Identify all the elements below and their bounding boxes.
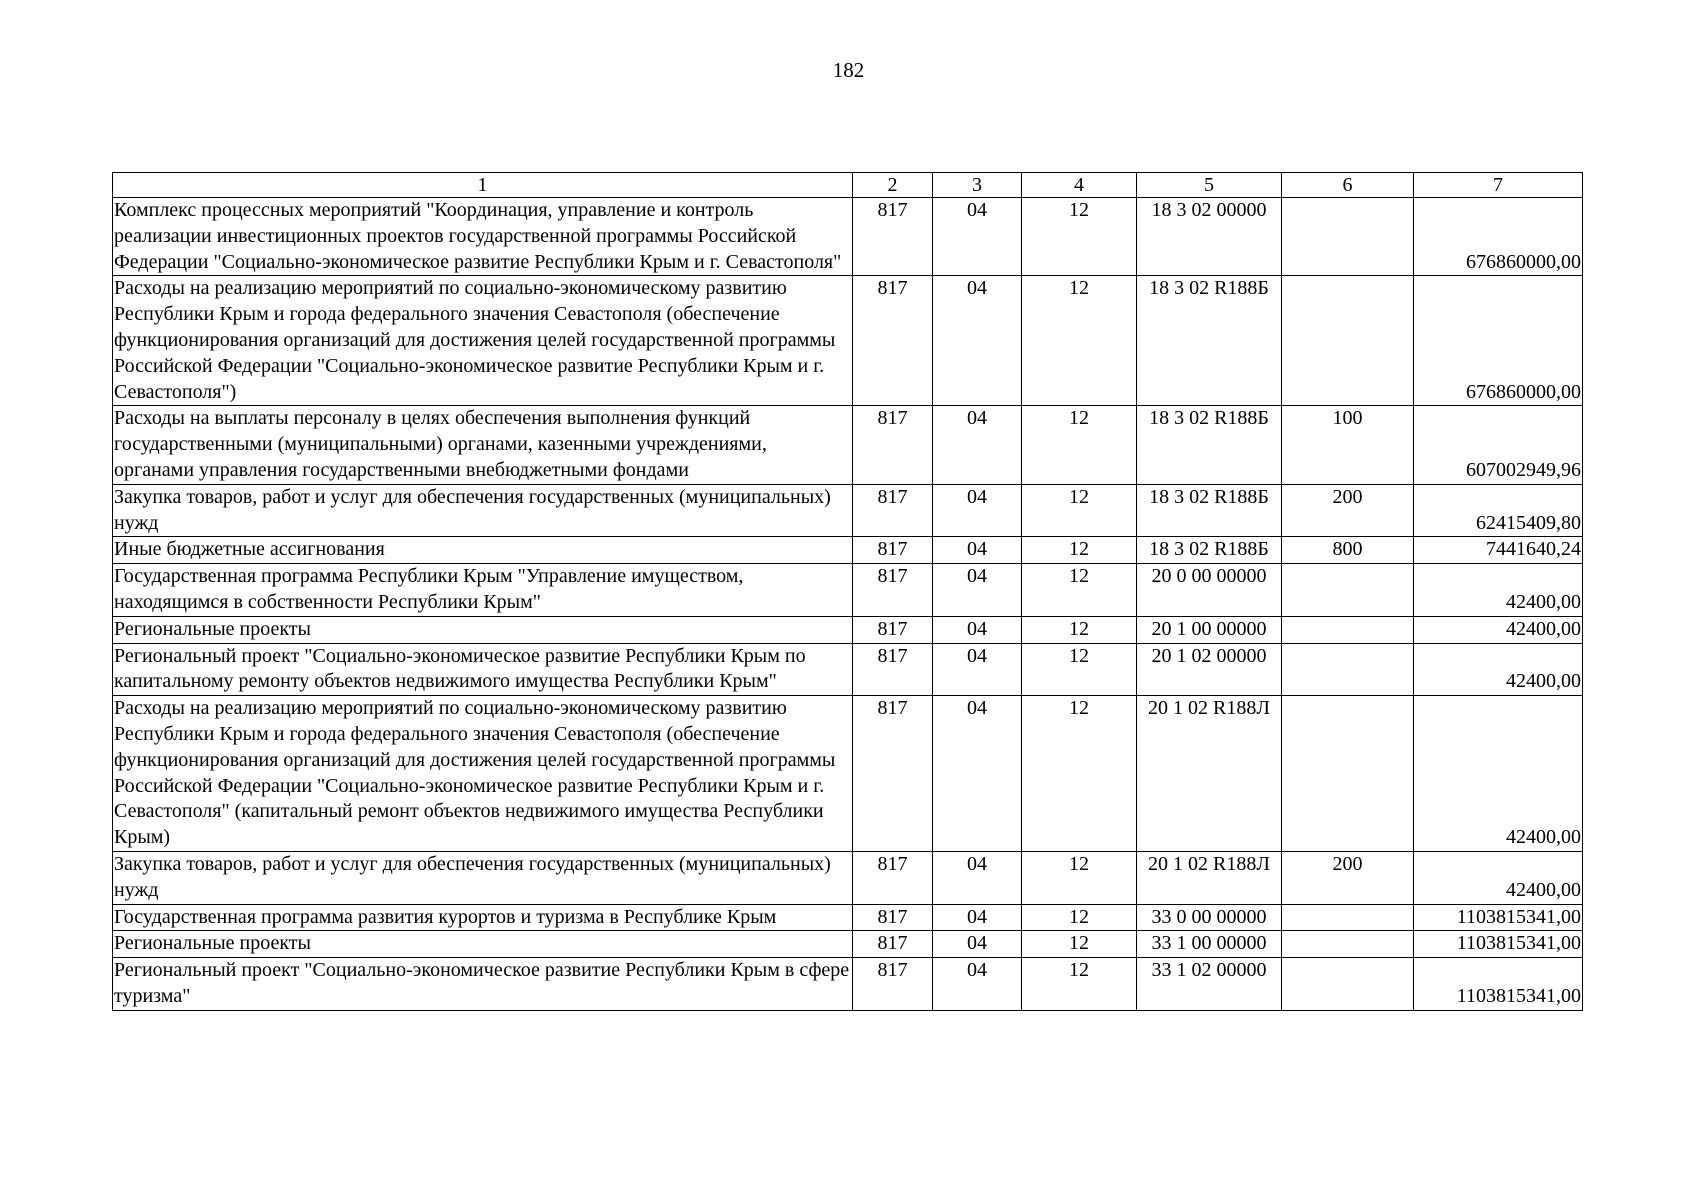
- table-row: [113, 643, 1583, 696]
- table-row: [113, 904, 1583, 931]
- subsection-cell: 12: [1022, 564, 1137, 617]
- table-row: [113, 198, 1583, 276]
- target-article-cell: 20 0 00 00000: [1137, 564, 1282, 617]
- amount-cell: 607002949,96: [1414, 406, 1583, 484]
- ministry-code-cell: 817: [853, 958, 933, 1011]
- column-header-4: 4: [1022, 173, 1137, 198]
- subsection-cell: 12: [1022, 616, 1137, 643]
- row-name-cell: Государственная программа развития курортов и туризма в Республике Крым: [113, 904, 853, 931]
- subsection-cell: 12: [1022, 406, 1137, 484]
- table-row: [113, 564, 1583, 617]
- target-article-cell: 18 3 02 R188Б: [1137, 406, 1282, 484]
- row-name-cell: Региональный проект "Социально-экономическое развитие Республики Крым по капитальному ремонту объектов недвижимого имущества Республики Крым": [113, 643, 853, 696]
- section-cell: 04: [933, 537, 1022, 564]
- table-row: [113, 616, 1583, 643]
- table-row: [113, 696, 1583, 852]
- ministry-code-cell: 817: [853, 564, 933, 617]
- row-name-cell: Закупка товаров, работ и услуг для обеспечения государственных (муниципальных) нужд: [113, 484, 853, 537]
- subsection-cell: 12: [1022, 276, 1137, 406]
- table-row: [113, 484, 1583, 537]
- amount-cell: 42400,00: [1414, 643, 1583, 696]
- section-cell: 04: [933, 616, 1022, 643]
- row-name-cell: Региональный проект "Социально-экономическое развитие Республики Крым в сфере туризма": [113, 958, 853, 1011]
- target-article-cell: 20 1 02 R188Л: [1137, 696, 1282, 852]
- amount-cell: 62415409,80: [1414, 484, 1583, 537]
- target-article-cell: 20 1 02 R188Л: [1137, 851, 1282, 904]
- expense-type-cell: [1282, 198, 1414, 276]
- expense-type-cell: 200: [1282, 484, 1414, 537]
- section-cell: 04: [933, 276, 1022, 406]
- section-cell: 04: [933, 484, 1022, 537]
- target-article-cell: 33 1 02 00000: [1137, 958, 1282, 1011]
- page-number: 182: [832, 58, 865, 82]
- section-cell: 04: [933, 958, 1022, 1011]
- ministry-code-cell: 817: [853, 904, 933, 931]
- budget-table: [112, 172, 1583, 1011]
- ministry-code-cell: 817: [853, 537, 933, 564]
- ministry-code-cell: 817: [853, 931, 933, 958]
- column-header-7: 7: [1414, 173, 1583, 198]
- section-cell: 04: [933, 643, 1022, 696]
- section-cell: 04: [933, 696, 1022, 852]
- column-header-5: 5: [1137, 173, 1282, 198]
- expense-type-cell: [1282, 696, 1414, 852]
- ministry-code-cell: 817: [853, 696, 933, 852]
- subsection-cell: 12: [1022, 198, 1137, 276]
- table-row: [113, 958, 1583, 1011]
- amount-cell: 676860000,00: [1414, 198, 1583, 276]
- row-name-cell: Расходы на реализацию мероприятий по социально-экономическому развитию Республики Крым и города федерального значения Севастополя (обеспечение функционирования организаций для достижения целей государственной программы Российской Федерации "Социально-экономическое развитие Республики Крым и г. Севастополя" (капитальный ремонт объектов недвижимого имущества Республики Крым): [113, 696, 853, 852]
- row-name-cell: Иные бюджетные ассигнования: [113, 537, 853, 564]
- subsection-cell: 12: [1022, 958, 1137, 1011]
- table-header-row: [113, 173, 1583, 198]
- row-name-cell: Расходы на выплаты персоналу в целях обеспечения выполнения функций государственными (муниципальными) органами, казенными учреждениями, органами управления государственными внебюджетными фондами: [113, 406, 853, 484]
- table-row: [113, 406, 1583, 484]
- amount-cell: 42400,00: [1414, 851, 1583, 904]
- amount-cell: 676860000,00: [1414, 276, 1583, 406]
- subsection-cell: 12: [1022, 484, 1137, 537]
- expense-type-cell: 100: [1282, 406, 1414, 484]
- ministry-code-cell: 817: [853, 484, 933, 537]
- expense-type-cell: [1282, 616, 1414, 643]
- amount-cell: 42400,00: [1414, 696, 1583, 852]
- target-article-cell: 33 0 00 00000: [1137, 904, 1282, 931]
- section-cell: 04: [933, 198, 1022, 276]
- amount-cell: 42400,00: [1414, 564, 1583, 617]
- column-header-2: 2: [853, 173, 933, 198]
- section-cell: 04: [933, 851, 1022, 904]
- expense-type-cell: [1282, 931, 1414, 958]
- table-row: [113, 537, 1583, 564]
- ministry-code-cell: 817: [853, 276, 933, 406]
- expense-type-cell: [1282, 276, 1414, 406]
- expense-type-cell: [1282, 958, 1414, 1011]
- target-article-cell: 20 1 00 00000: [1137, 616, 1282, 643]
- target-article-cell: 18 3 02 R188Б: [1137, 276, 1282, 406]
- subsection-cell: 12: [1022, 696, 1137, 852]
- target-article-cell: 18 3 02 00000: [1137, 198, 1282, 276]
- row-name-cell: Закупка товаров, работ и услуг для обеспечения государственных (муниципальных) нужд: [113, 851, 853, 904]
- subsection-cell: 12: [1022, 851, 1137, 904]
- column-header-3: 3: [933, 173, 1022, 198]
- subsection-cell: 12: [1022, 931, 1137, 958]
- ministry-code-cell: 817: [853, 643, 933, 696]
- column-header-6: 6: [1282, 173, 1414, 198]
- amount-cell: 7441640,24: [1414, 537, 1583, 564]
- subsection-cell: 12: [1022, 537, 1137, 564]
- table-row: [113, 276, 1583, 406]
- section-cell: 04: [933, 406, 1022, 484]
- section-cell: 04: [933, 931, 1022, 958]
- expense-type-cell: 200: [1282, 851, 1414, 904]
- amount-cell: 42400,00: [1414, 616, 1583, 643]
- row-name-cell: Региональные проекты: [113, 616, 853, 643]
- table-row: [113, 931, 1583, 958]
- subsection-cell: 12: [1022, 643, 1137, 696]
- expense-type-cell: 800: [1282, 537, 1414, 564]
- expense-type-cell: [1282, 904, 1414, 931]
- amount-cell: 1103815341,00: [1414, 958, 1583, 1011]
- target-article-cell: 18 3 02 R188Б: [1137, 484, 1282, 537]
- target-article-cell: 18 3 02 R188Б: [1137, 537, 1282, 564]
- expense-type-cell: [1282, 564, 1414, 617]
- amount-cell: 1103815341,00: [1414, 931, 1583, 958]
- row-name-cell: Расходы на реализацию мероприятий по социально-экономическому развитию Республики Крым и города федерального значения Севастополя (обеспечение функционирования организаций для достижения целей государственной программы Российской Федерации "Социально-экономическое развитие Республики Крым и г. Севастополя"): [113, 276, 853, 406]
- ministry-code-cell: 817: [853, 616, 933, 643]
- section-cell: 04: [933, 564, 1022, 617]
- section-cell: 04: [933, 904, 1022, 931]
- target-article-cell: 20 1 02 00000: [1137, 643, 1282, 696]
- subsection-cell: 12: [1022, 904, 1137, 931]
- expense-type-cell: [1282, 643, 1414, 696]
- row-name-cell: Государственная программа Республики Крым "Управление имуществом, находящимся в собственности Республики Крым": [113, 564, 853, 617]
- ministry-code-cell: 817: [853, 198, 933, 276]
- ministry-code-cell: 817: [853, 851, 933, 904]
- row-name-cell: Комплекс процессных мероприятий "Координация, управление и контроль реализации инвестиционных проектов государственной программы Российской Федерации "Социально-экономическое развитие Республики Крым и г. Севастополя": [113, 198, 853, 276]
- column-header-1: 1: [113, 173, 853, 198]
- table-row: [113, 851, 1583, 904]
- ministry-code-cell: 817: [853, 406, 933, 484]
- row-name-cell: Региональные проекты: [113, 931, 853, 958]
- target-article-cell: 33 1 00 00000: [1137, 931, 1282, 958]
- amount-cell: 1103815341,00: [1414, 904, 1583, 931]
